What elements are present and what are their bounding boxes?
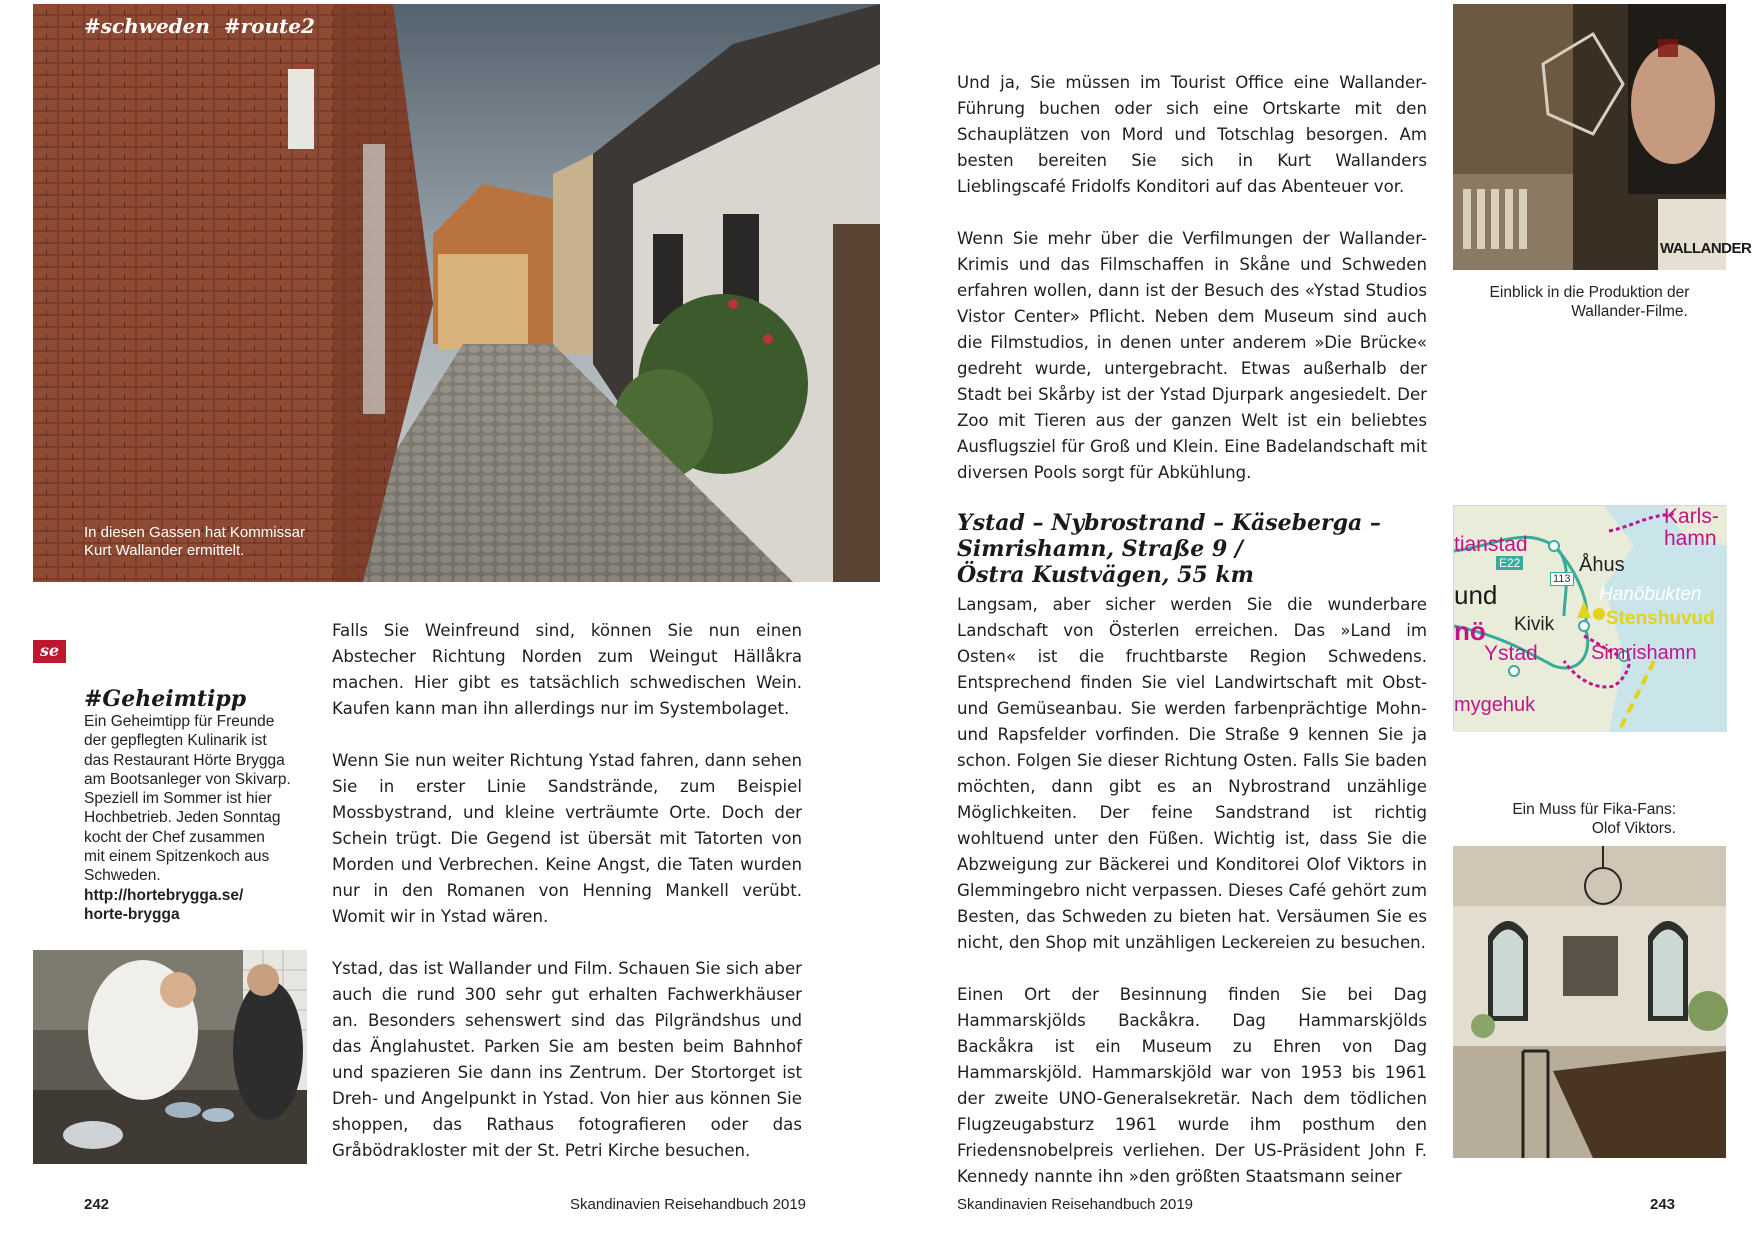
geheimtipp-text [84,712,314,924]
map-label-malmo: nö [1454,616,1486,646]
country-badge [33,640,66,663]
route-heading-line: Ystad – Nybrostrand – Käseberga – [957,510,1381,536]
tip-line: kocht der Chef zusammen [84,828,265,846]
wallander-poster-label: WALLANDER [1660,240,1752,257]
kitchen-photo [33,950,307,1164]
tip-link[interactable] [84,886,314,925]
route-tags: #schweden #route2 [84,14,315,38]
tip-line: der gepflegten Kulinarik ist [84,732,267,750]
paragraph: Einen Ort der Besinnung finden Sie bei Dag Hammarskjölds Backåkra. Dag Hammarskjölds Backåkra ist ein Museum zu Ehren von Dag Hammarskjöld. Hammarskjöld war von 1953 bis 1961 der zweite UNO-Generalsekretär. Nach dem tödlichen Flugzeugabsturz 1961 wurde ihm posthum den Friedensnobelpreis verliehen. Der US-Präsident John F. Kennedy nannte ihn »den größten Staatsmann seiner [957,985,1427,1186]
cafe-interior-photo-image [1453,846,1726,1158]
page-number-right: 243 [1650,1196,1676,1213]
country-badge-label: se [39,641,60,660]
map-road-e22: E22 [1496,556,1523,570]
paragraph: Und ja, Sie müssen im Tourist Office eine Wallander-Führung buchen oder sich eine Ortskarte mit den Schauplätzen von Mord und Totschlag besorgen. Am besten bereiten Sie sich in Kurt Wallanders Lieblingscafé Fridolfs Konditori auf das Abenteuer vor. [957,73,1427,196]
map-label-kivik: Kivik [1514,614,1555,635]
right-article-body-bottom [957,592,1427,1186]
kitchen-photo-image [33,950,307,1164]
alley-photo [33,4,880,582]
film-photo-caption [1453,283,1726,321]
caption-line: In diesen Gassen hat Kommissar [84,524,305,541]
map-label-stenshuvud: Stenshuvud [1606,608,1715,629]
footer-left: Skandinavien Reisehandbuch 2019 [570,1196,807,1213]
map-label-line: Karls- [1664,505,1719,528]
caption-line: Wallander-Filme. [1571,303,1688,320]
tip-link-line[interactable]: http://hortebrygga.se/ [84,886,244,904]
tip-link-line[interactable]: horte-brygga [84,905,180,923]
paragraph: Ystad, das ist Wallander und Film. Schauen Sie sich aber auch die rund 300 sehr gut erhalten Fachwerkhäuser an. Besonders sehenswert sind das Pilgrändshus und das Änglahustet. Parken Sie am besten beim Bahnhof und spazieren Sie dann ins Zentrum. Der Stortorget ist Dreh- und Angelpunkt in Ystad. Von hier aus können Sie shoppen, das Rathaus fotografieren oder das Gråbödrakloster mit der St. Petri Kirche besuchen. [332,959,802,1160]
tip-line: am Bootsanleger von Skivarp. [84,770,291,788]
map-label-simrishamn: Simrishamn [1591,642,1697,664]
tip-line: mit einem Spitzenkoch aus [84,848,270,866]
tip-line: das Restaurant Hörte Brygga [84,751,285,769]
map-label-hanobukten: Hanöbukten [1599,584,1702,605]
paragraph: Wenn Sie nun weiter Richtung Ystad fahren, dann sehen Sie in erster Linie Sandstrände, zum Beispiel Mossbystrand, und kleine verträumte Orte. Doch der Schein trügt. Die Gegend ist übersät mit Tatorten von Morden und Verbrechen. Keine Angst, die Taten wurden nur in den Romanen von Henning Mankell verübt. Womit wir in Ystad wären. [332,751,802,926]
cafe-photo-caption [1453,800,1676,838]
paragraph: Wenn Sie mehr über die Verfilmungen der Wallander-Krimis und das Filmschaffen in Skåne und Schweden erfahren wollen, dann ist der Besuch des «Ystad Studios Vistor Center» Pflicht. Neben dem Museum sind auch die Filmstudios, in denen unter anderem »Die Brücke« gedreht wurde, untergebracht. Etwas außerhalb der Stadt bei Skårby ist der Ystad Djurpark angesiedelt. Der Zoo mit Tieren aus der ganzen Welt ist ein beliebtes Ausflugsziel für Groß und Klein. Eine Badelandschaft mit diversen Pools sorgt für Abkühlung. [957,229,1427,482]
map-road-113: 113 [1550,572,1574,586]
caption-line: Ein Muss für Fika-Fans: [1512,801,1676,818]
film-production-photo [1453,4,1752,270]
route-heading [957,510,1427,588]
caption-line: Olof Viktors. [1591,820,1676,837]
caption-line: Kurt Wallander ermittelt. [84,542,245,559]
map-label-ystad: Ystad [1484,642,1538,665]
geheimtipp-title: #Geheimtipp [84,686,247,712]
tip-line: Hochbetrieb. Jeden Sonntag [84,809,281,827]
map-label-smygehuk: mygehuk [1454,694,1536,716]
right-article-body-top [957,70,1427,512]
page-number-left: 242 [84,1196,110,1213]
map-label-karlshamn [1664,506,1719,550]
paragraph: Falls Sie Weinfreund sind, können Sie nun einen Abstecher Richtung Norden zum Weingut Hällåkra machen. Hier gibt es tatsächlich schwedischen Wein. Kaufen kann man ihn allerdings nur im Systembolaget. [332,621,802,718]
caption-line: Einblick in die Produktion der [1489,284,1690,301]
map-label-lund: und [1454,580,1498,610]
film-production-photo-image [1453,4,1752,270]
paragraph: Langsam, aber sicher werden Sie die wunderbare Landschaft von Österlen erreichen. Das »Land im Osten« ist die fruchtbarste Region Schwedens. Entsprechend finden Sie viel Landwirtschaft mit Obst- und Gemüseanbau. Sie werden farbenprächtige Mohn- und Rapsfelder vorfinden. Die Straße 9 kennen Sie ja schon. Folgen Sie dieser Richtung Osten. Falls Sie baden möchten, dann gibt es an Nybrostrand unzählige Möglichkeiten. Der feine Sandstrand ist richtig wohltuend unter den Füßen. Wichtig ist, dass Sie die Abzweigung zur Bäckerei und Konditorei Olof Viktors in Glemmingebro nicht verpassen. Dieses Café gehört zum Besten, das Schweden zu bieten hat. Versäumen Sie es nicht, den Shop mit unzähligen Leckereien zu besuchen. [957,595,1427,952]
route-map [1453,505,1726,731]
cafe-interior-photo [1453,846,1726,1158]
alley-photo-image [33,4,880,582]
map-label-kristianstad: tianstad [1454,533,1528,556]
route-heading-line: Simrishamn, Straße 9 / [957,536,1243,562]
tip-line: Speziell im Sommer ist hier [84,790,272,808]
map-label-line: hamn [1664,527,1717,550]
route-heading-line: Östra Kustvägen, 55 km [957,562,1254,588]
tip-line: Schweden. [84,867,161,885]
left-article-body [332,618,802,1190]
map-label-ahus: Åhus [1579,554,1625,576]
geheimtipp-box [84,686,314,924]
tip-line: Ein Geheimtipp für Freunde [84,713,275,730]
footer-right: Skandinavien Reisehandbuch 2019 [957,1196,1194,1213]
alley-photo-caption [84,524,305,560]
